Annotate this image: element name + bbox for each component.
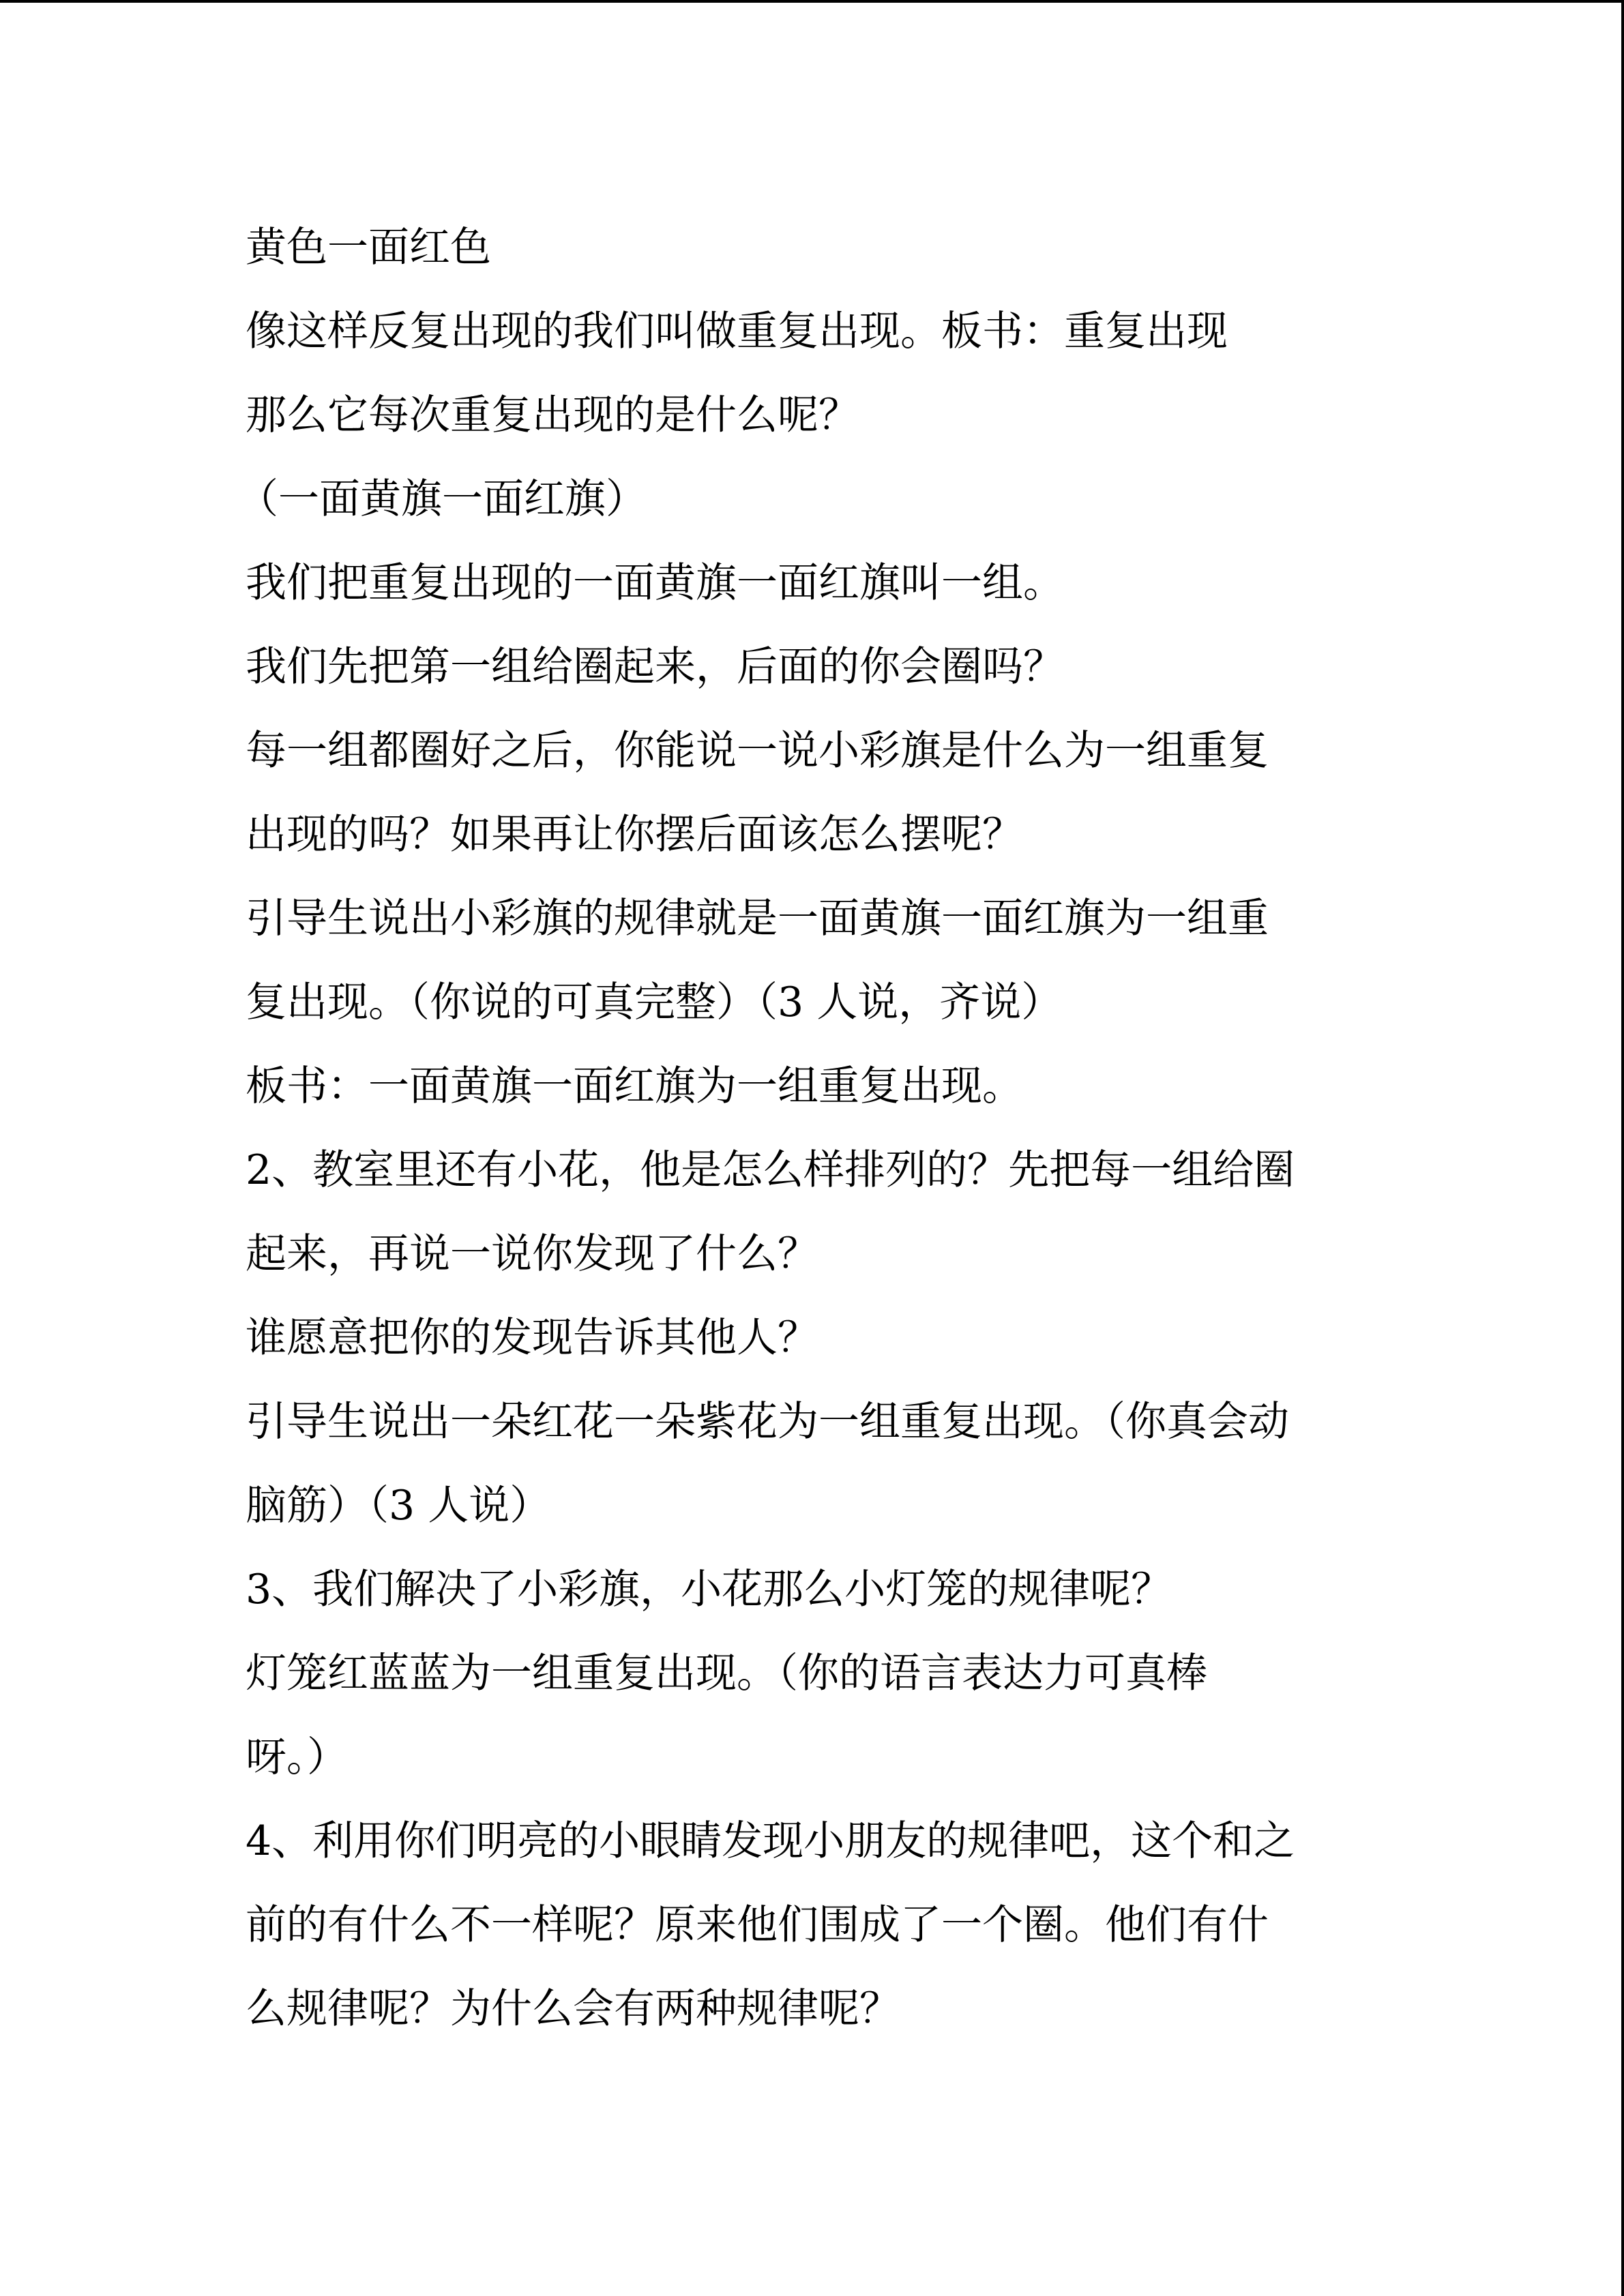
text-line-17: 3、我们解决了小彩旗，小花那么小灯笼的规律呢？ bbox=[246, 1566, 1172, 1613]
text-line-11: 板书：一面黄旗一面红旗为一组重复出现。 bbox=[246, 1062, 1023, 1110]
text-line-12: 2、教室里还有小花，他是怎么样排列的？先把每一组给圈 bbox=[246, 1146, 1295, 1194]
text-line-14: 谁愿意把你的发现告诉其他人？ bbox=[246, 1314, 818, 1362]
text-line-13: 起来，再说一说你发现了什么？ bbox=[246, 1230, 818, 1278]
text-line-15: 引导生说出一朵红花一朵紫花为一组重复出现。（你真会动 bbox=[246, 1398, 1289, 1446]
text-line-18: 灯笼红蓝蓝为一组重复出现。（你的语言表达力可真棒 bbox=[246, 1650, 1207, 1697]
right-border-line bbox=[1621, 0, 1624, 2296]
top-border-line bbox=[0, 0, 1624, 3]
text-line-16: 脑筋）（3 人说） bbox=[246, 1482, 551, 1530]
text-line-2: 像这样反复出现的我们叫做重复出现。板书：重复出现 bbox=[246, 308, 1228, 355]
text-line-7: 每一组都圈好之后，你能说一说小彩旗是什么为一组重复 bbox=[246, 727, 1269, 775]
text-line-21: 前的有什么不一样呢？原来他们围成了一个圈。他们有什 bbox=[246, 1901, 1269, 1949]
text-line-22: 么规律呢？为什么会有两种规律呢？ bbox=[246, 1985, 900, 2033]
text-line-10: 复出现。（你说的可真完整）（3 人说，齐说） bbox=[246, 979, 1063, 1026]
text-line-5: 我们把重复出现的一面黄旗一面红旗叫一组。 bbox=[246, 559, 1064, 607]
text-line-1: 黄色一面红色 bbox=[246, 224, 491, 271]
text-line-20: 4、利用你们明亮的小眼睛发现小朋友的规律吧，这个和之 bbox=[246, 1817, 1295, 1865]
text-line-6: 我们先把第一组给圈起来，后面的你会圈吗？ bbox=[246, 643, 1064, 691]
document-body bbox=[237, 206, 1405, 2051]
text-line-4: （一面黄旗一面红旗） bbox=[237, 475, 647, 523]
text-line-9: 引导生说出小彩旗的规律就是一面黄旗一面红旗为一组重 bbox=[246, 895, 1269, 942]
text-line-8: 出现的吗？如果再让你摆后面该怎么摆呢？ bbox=[246, 811, 1023, 859]
text-line-19: 呀。） bbox=[246, 1733, 348, 1781]
text-line-3: 那么它每次重复出现的是什么呢？ bbox=[246, 391, 859, 439]
